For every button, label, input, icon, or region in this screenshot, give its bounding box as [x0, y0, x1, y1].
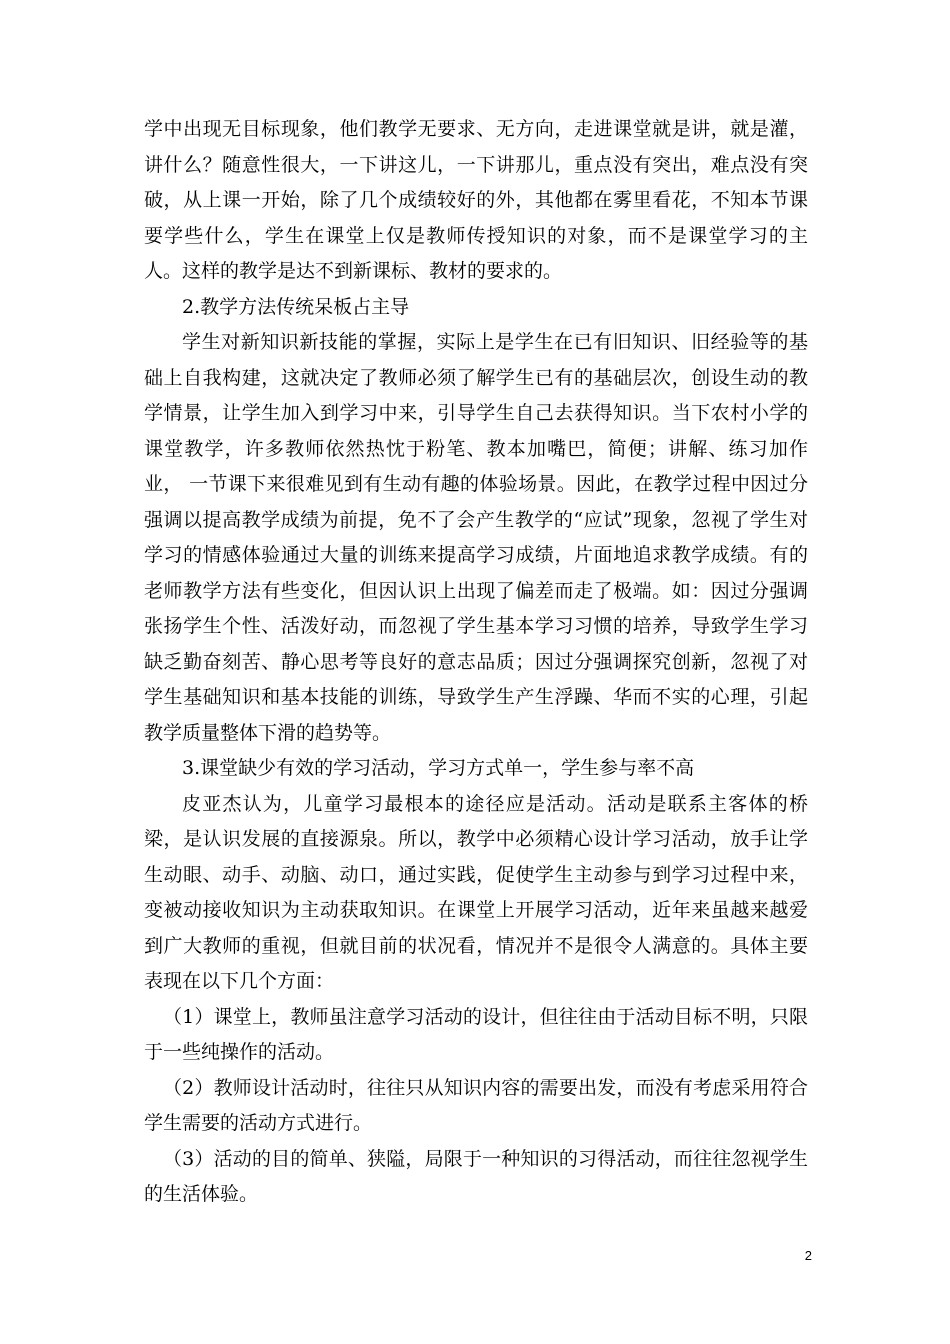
page-number: 2 — [804, 1248, 812, 1263]
list-item-2: （2）教师设计活动时，往往只从知识内容的需要出发，而没有考虑采用符合学生需要的活动方式进行。 — [144, 1076, 808, 1134]
paragraph-learning-activities: 皮亚杰认为，儿童学习最根本的途径应是活动。活动是联系主客体的桥梁，是认识发展的直接源泉。所以，教学中必须精心设计学习活动，放手让学生动眼、动手、动脑、动口，通过实践，促使学生主动参与到学习过程中来，变被动接收知识为主动获取知识。在课堂上开展学习活动，近年来虽越来越爱到广大教师的重视，但就目前的状况看，情况并不是很令人满意的。具体主要表现在以下几个方面： — [144, 792, 808, 992]
paragraph-continuation: 学中出现无目标现象，他们教学无要求、无方向，走进课堂就是讲，就是灌，讲什么？随意性很大，一下讲这儿，一下讲那儿，重点没有突出，难点没有突破，从上课一开始，除了几个成绩较好的外，其他都在雾里看花，不知本节课要学些什么，学生在课堂上仅是教师传授知识的对象，而不是课堂学习的主人。这样的教学是达不到新课标、教材的要求的。 — [144, 118, 808, 282]
document-body — [144, 112, 808, 1213]
section-heading-2: 2.教学方法传统呆板占主导 — [182, 295, 410, 318]
list-item-3: （3）活动的目的简单、狭隘，局限于一种知识的习得活动，而往往忽视学生的生活体验。 — [144, 1147, 808, 1205]
section-heading-3: 3.课堂缺少有效的学习活动，学习方式单一，学生参与率不高 — [182, 757, 695, 779]
paragraph-teaching-methods: 学生对新知识新技能的掌握，实际上是学生在已有旧知识、旧经验等的基础上自我构建，这就决定了教师必须了解学生已有的基础层次，创设生动的教学情景，让学生加入到学习中来，引导学生自己去获得知识。当下农村小学的课堂教学，许多教师依然热忱于粉笔、教本加嘴巴，简便；讲解、练习加作业， 一节课下来很难见到有生动有趣的体验场景。因此，在教学过程中因过分强调以提高教学成绩为前提，免不了会产生教学的“应试”现象，忽视了学生对学习的情感体验通过大量的训练来提高学习成绩，片面地追求教学成绩。有的老师教学方法有些变化，但因认识上出现了偏差而走了极端。如：因过分强调张扬学生个性、活泼好动，而忽视了学生基本学习习惯的培养，导致学生学习缺乏勤奋刻苦、静心思考等良好的意志品质；因过分强调探究创新，忽视了对学生基础知识和基本技能的训练，导致学生产生浮躁、华而不实的心理，引起教学质量整体下滑的趋势等。 — [144, 331, 808, 744]
list-item-1: （1）课堂上，教师虽注意学习活动的设计，但往往由于活动目标不明，只限于一些纯操作的活动。 — [144, 1005, 808, 1063]
